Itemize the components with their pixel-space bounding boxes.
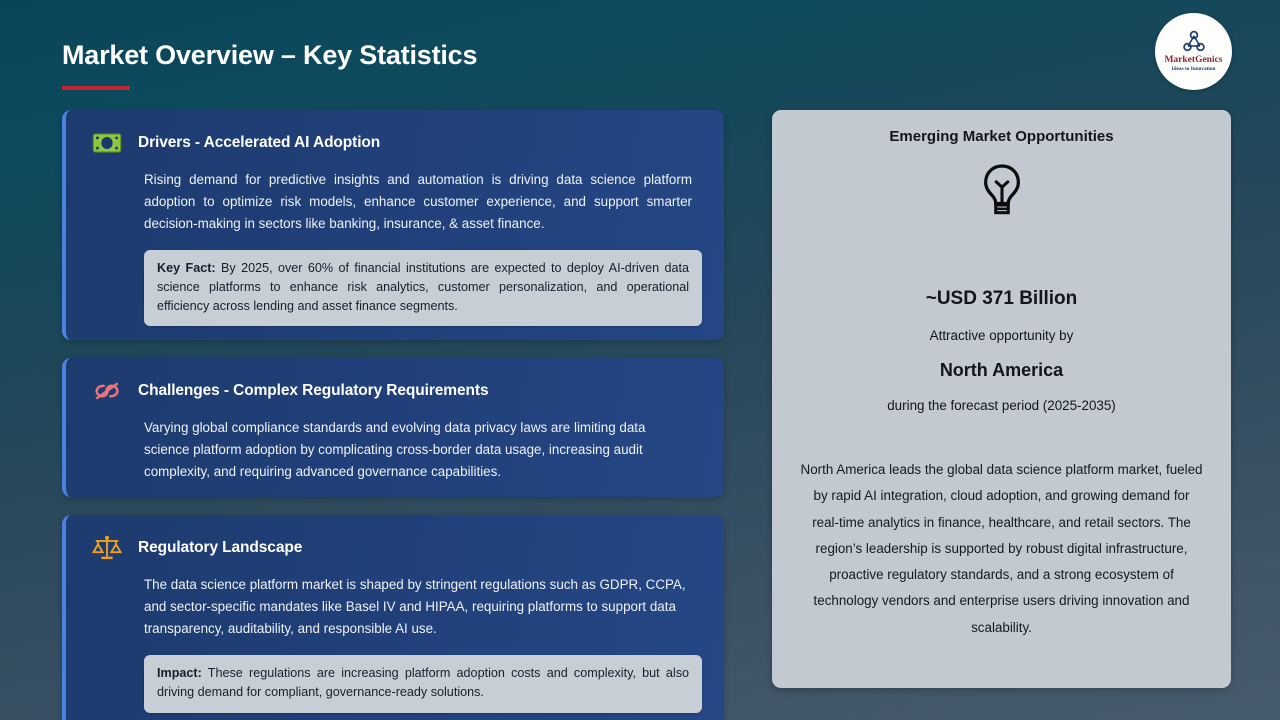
key-fact-callout: [144, 250, 702, 326]
scales-of-justice-icon: [90, 531, 124, 565]
card-title: Regulatory Landscape: [138, 539, 303, 557]
impact-callout: [144, 655, 702, 712]
stat-region: North America: [939, 360, 1064, 380]
stat-forecast-period: during the forecast period (2025-2035): [887, 398, 1116, 413]
card-header: [66, 126, 724, 160]
card-header: [66, 531, 724, 565]
lightbulb-icon: [977, 162, 1027, 222]
callout-text: These regulations are increasing platform adoption costs and complexity, but also driving demand for compliant, governance-ready solutions.: [157, 666, 689, 700]
callout-label: Impact:: [157, 666, 202, 681]
logo-wordmark: MarketGenics: [1164, 55, 1223, 66]
molecule-network-icon: [1181, 30, 1207, 54]
card-header: [66, 374, 724, 408]
insight-card-drivers[interactable]: [62, 110, 724, 340]
callout-label: Key Fact:: [157, 260, 216, 275]
insight-card-list: [62, 110, 724, 720]
broken-chain-link-icon: [90, 374, 124, 408]
stat-market-value: ~USD 371 Billion: [925, 288, 1078, 309]
page-title: Market Overview – Key Statistics: [62, 40, 478, 70]
title-underline-rule: [62, 86, 130, 90]
card-title: Drivers - Accelerated AI Adoption: [138, 134, 381, 151]
logo-tagline: Ideas to Innovation: [1171, 66, 1216, 73]
stat-subtitle: Attractive opportunity by: [929, 328, 1074, 343]
callout-text: By 2025, over 60% of financial institutions are expected to deploy AI-driven data science platforms to enhance risk analytics, customer personalization, and operational efficiency across lending and asset finance segments.: [157, 260, 689, 314]
brand-logo: [1155, 13, 1232, 90]
card-body-text: The data science platform market is shaped by stringent regulations such as GDPR, CCPA, and sector-specific mandates like Basel IV and HIPAA, requiring platforms to support data transparency, auditability, and responsible AI use.: [144, 577, 686, 637]
insight-card-challenges[interactable]: [62, 358, 724, 497]
card-title: Challenges - Complex Regulatory Requirements: [138, 382, 489, 400]
money-banknote-icon: [90, 126, 124, 160]
emerging-opportunities-panel: [772, 110, 1231, 688]
card-body-text: Varying global compliance standards and evolving data privacy laws are limiting data science platform adoption by complicating cross-border data usage, increasing audit complexity, and requiring advanced governance capabilities.: [144, 420, 646, 480]
card-body-text: Rising demand for predictive insights and automation is driving data science platform adoption to optimize risk models, enhance customer experience, and support smarter decision-making in sectors like banking, insurance, & asset finance.: [144, 172, 692, 231]
insight-card-regulatory[interactable]: [62, 515, 724, 720]
panel-title: Emerging Market Opportunities: [889, 128, 1114, 145]
panel-description: North America leads the global data science platform market, fueled by rapid AI integration, cloud adoption, and growing demand for real-time analytics in finance, healthcare, and retail sectors. The region’s leadership is supported by robust digital infrastructure, proactive regulatory standards, and a strong ecosystem of technology vendors and enterprise users driving innovation and scalability.: [800, 462, 1203, 635]
